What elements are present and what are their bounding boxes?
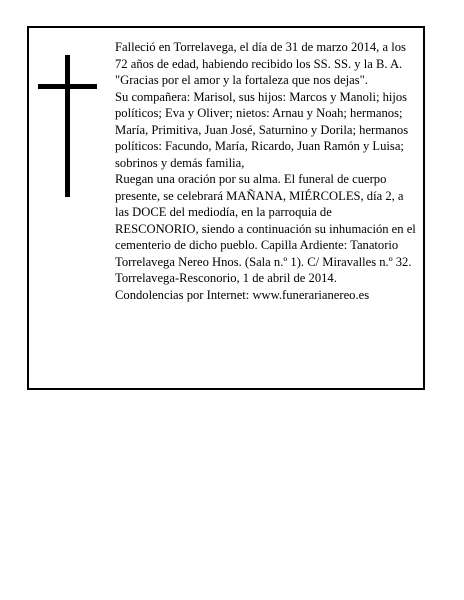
obituary-text: [115, 39, 418, 303]
cross-vertical-bar: [65, 55, 70, 197]
place-date: Torrelavega-Resconorio, 1 de abril de 2014.: [115, 271, 337, 285]
funeral-details: Ruegan una oración por su alma. El funeral de cuerpo presente, se celebrará MAÑANA, MIÉRCOLES, día 2, a las DOCE del mediodía, en la parroquia de RESCONORIO, siendo a continuación su inhumación en el cementerio de dicho pueblo. Capilla Ardiente: Tanatorio Torrelavega Nereo Hnos. (Sala n.º 1). C/ Miravalles n.º 32.: [115, 172, 416, 269]
family-list: Su compañera: Marisol, sus hijos: Marcos y Manoli; hijos políticos; Eva y Oliver; nietos: Arnau y Noah; hermanos; María, Primitiva, Juan José, Saturnino y Dorila; hermanos políticos: Facundo, María, Ricardo, Juan Ramón y Luisa; sobrinos y demás familia,: [115, 89, 409, 170]
cross-horizontal-bar: [38, 84, 97, 89]
death-announcement: Falleció en Torrelavega, el día de 31 de marzo 2014, a los 72 años de edad, habiendo recibido los SS. SS. y la B. A.: [115, 40, 406, 71]
condolences-website: Condolencias por Internet: www.funerarianereo.es: [115, 287, 370, 302]
memorial-quote: "Gracias por el amor y la fortaleza que nos dejas".: [115, 73, 368, 87]
